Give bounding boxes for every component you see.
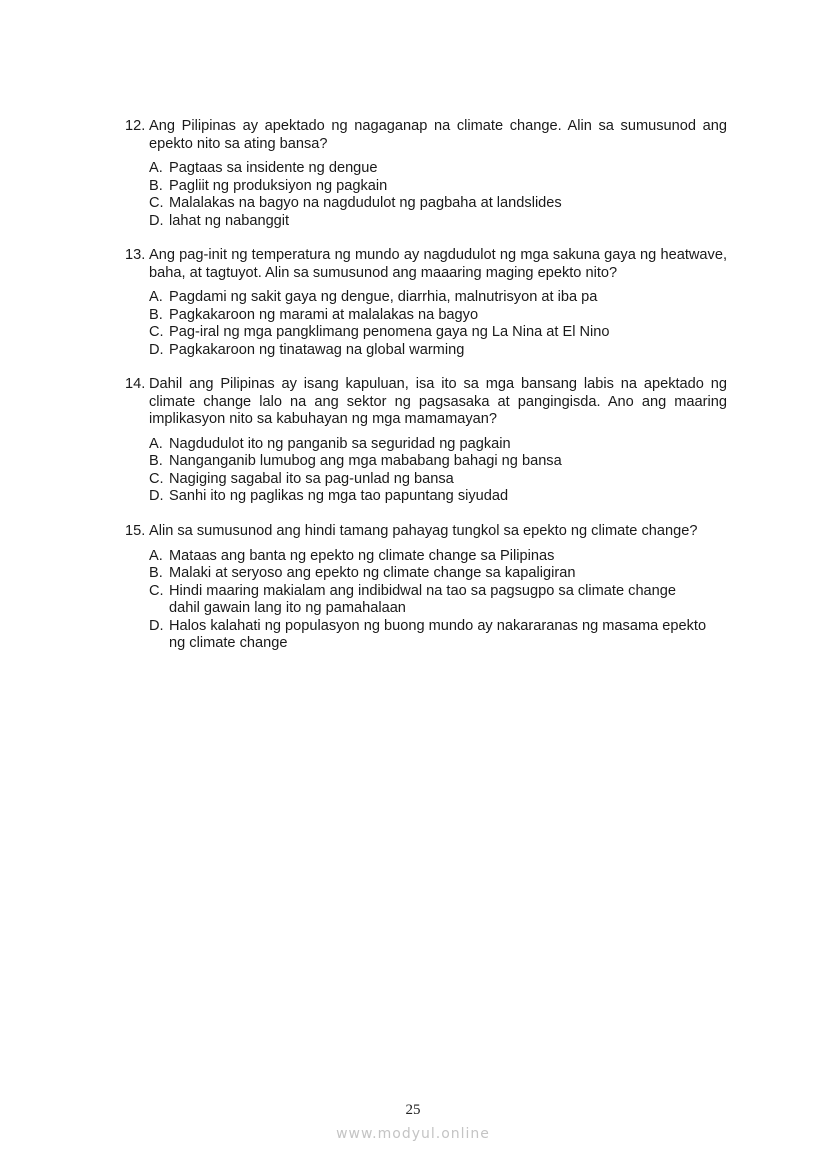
choice-letter: B. <box>149 453 163 469</box>
choice-letter: C. <box>149 324 164 340</box>
question-number: 13. <box>125 247 146 263</box>
question-stem <box>125 376 727 429</box>
choice-text: Halos kalahati ng populasyon ng buong mundo ay nakararanas ng masama epekto ng climate change <box>169 617 707 651</box>
choice-a <box>149 436 727 454</box>
choice-letter: C. <box>149 470 164 487</box>
question-number: 15. <box>125 523 146 539</box>
choice-text: lahat ng nabanggit <box>169 212 290 229</box>
choice-letter: D. <box>149 488 164 504</box>
choice-letter: A. <box>149 289 163 305</box>
choice-a <box>149 289 727 307</box>
choice-text: Nagdudulot ito ng panganib sa seguridad ng pagkain <box>169 435 511 452</box>
choice-text: Pagliit ng produksiyon ng pagkain <box>169 177 388 194</box>
choice-d <box>149 342 727 360</box>
choice-text: Mataas ang banta ng epekto ng climate change sa Pilipinas <box>169 547 555 564</box>
question-13 <box>125 247 727 359</box>
choice-c <box>149 471 727 489</box>
choice-list <box>125 548 727 653</box>
question-stem <box>125 247 727 282</box>
choice-b <box>149 453 727 471</box>
choice-list <box>125 289 727 359</box>
choice-text: Pag-iral ng mga pangklimang penomena gaya ng La Nina at El Nino <box>169 324 610 340</box>
choice-a <box>149 160 727 178</box>
choice-letter: B. <box>149 306 163 323</box>
choice-letter: D. <box>149 341 164 358</box>
choice-letter: B. <box>149 565 163 581</box>
choice-list <box>125 160 727 230</box>
page-number: 25 <box>405 1102 421 1118</box>
choice-letter: D. <box>149 617 164 634</box>
choice-text: Pagkakaroon ng marami at malalakas na bagyo <box>169 306 479 323</box>
question-text: Dahil ang Pilipinas ay isang kapuluan, isa ito sa mga bansang labis na apektado ng climate change lalo na ang sektor ng pagsasaka at pangingisda. Ano ang maaring implikasyon nito sa kabuhayan ng mga mamamayan? <box>149 376 727 427</box>
choice-d <box>149 618 727 653</box>
watermark: www.modyul.online <box>336 1126 490 1142</box>
question-14 <box>125 376 727 506</box>
question-number: 14. <box>125 376 146 392</box>
question-stem <box>125 118 727 153</box>
choice-letter: C. <box>149 582 164 599</box>
choice-a <box>149 548 727 566</box>
question-text: Alin sa sumusunod ang hindi tamang pahayag tungkol sa epekto ng climate change? <box>149 523 698 539</box>
choice-c <box>149 583 727 618</box>
choice-letter: A. <box>149 547 163 564</box>
choice-b <box>149 565 727 583</box>
question-number: 12. <box>125 118 146 134</box>
choice-text: Nanganganib lumubog ang mga mababang bahagi ng bansa <box>169 453 562 469</box>
choice-text: Malalakas na bagyo na nagdudulot ng pagbaha at landslides <box>169 195 562 211</box>
choice-c <box>149 324 727 342</box>
choice-letter: C. <box>149 195 164 211</box>
choice-b <box>149 307 727 325</box>
choice-b <box>149 178 727 196</box>
question-text: Ang Pilipinas ay apektado ng nagaganap na climate change. Alin sa sumusunod ang epekto nito sa ating bansa? <box>149 118 727 152</box>
choice-text: Pagtaas sa insidente ng dengue <box>169 160 378 176</box>
choice-d <box>149 213 727 231</box>
question-15 <box>125 523 727 653</box>
choice-text: Pagkakaroon ng tinatawag na global warming <box>169 341 465 358</box>
choice-d <box>149 488 727 506</box>
question-stem <box>125 523 727 541</box>
choice-letter: A. <box>149 435 163 452</box>
question-text: Ang pag-init ng temperatura ng mundo ay nagdudulot ng mga sakuna gaya ng heatwave, baha, at tagtuyot. Alin sa sumusunod ang maaaring maging epekto nito? <box>149 247 727 281</box>
choice-text: Malaki at seryoso ang epekto ng climate change sa kapaligiran <box>169 565 576 581</box>
choice-text: Hindi maaring makialam ang indibidwal na tao sa pagsugpo sa climate change dahil gawain lang ito ng pamahalaan <box>169 582 677 616</box>
choice-list <box>125 436 727 506</box>
question-12 <box>125 118 727 230</box>
choice-letter: D. <box>149 212 164 229</box>
choice-letter: A. <box>149 160 163 176</box>
choice-letter: B. <box>149 177 163 194</box>
choice-text: Pagdami ng sakit gaya ng dengue, diarrhia, malnutrisyon at iba pa <box>169 289 598 305</box>
choice-text: Nagiging sagabal ito sa pag-unlad ng bansa <box>169 470 454 487</box>
choice-text: Sanhi ito ng paglikas ng mga tao papuntang siyudad <box>169 488 509 504</box>
choice-c <box>149 195 727 213</box>
